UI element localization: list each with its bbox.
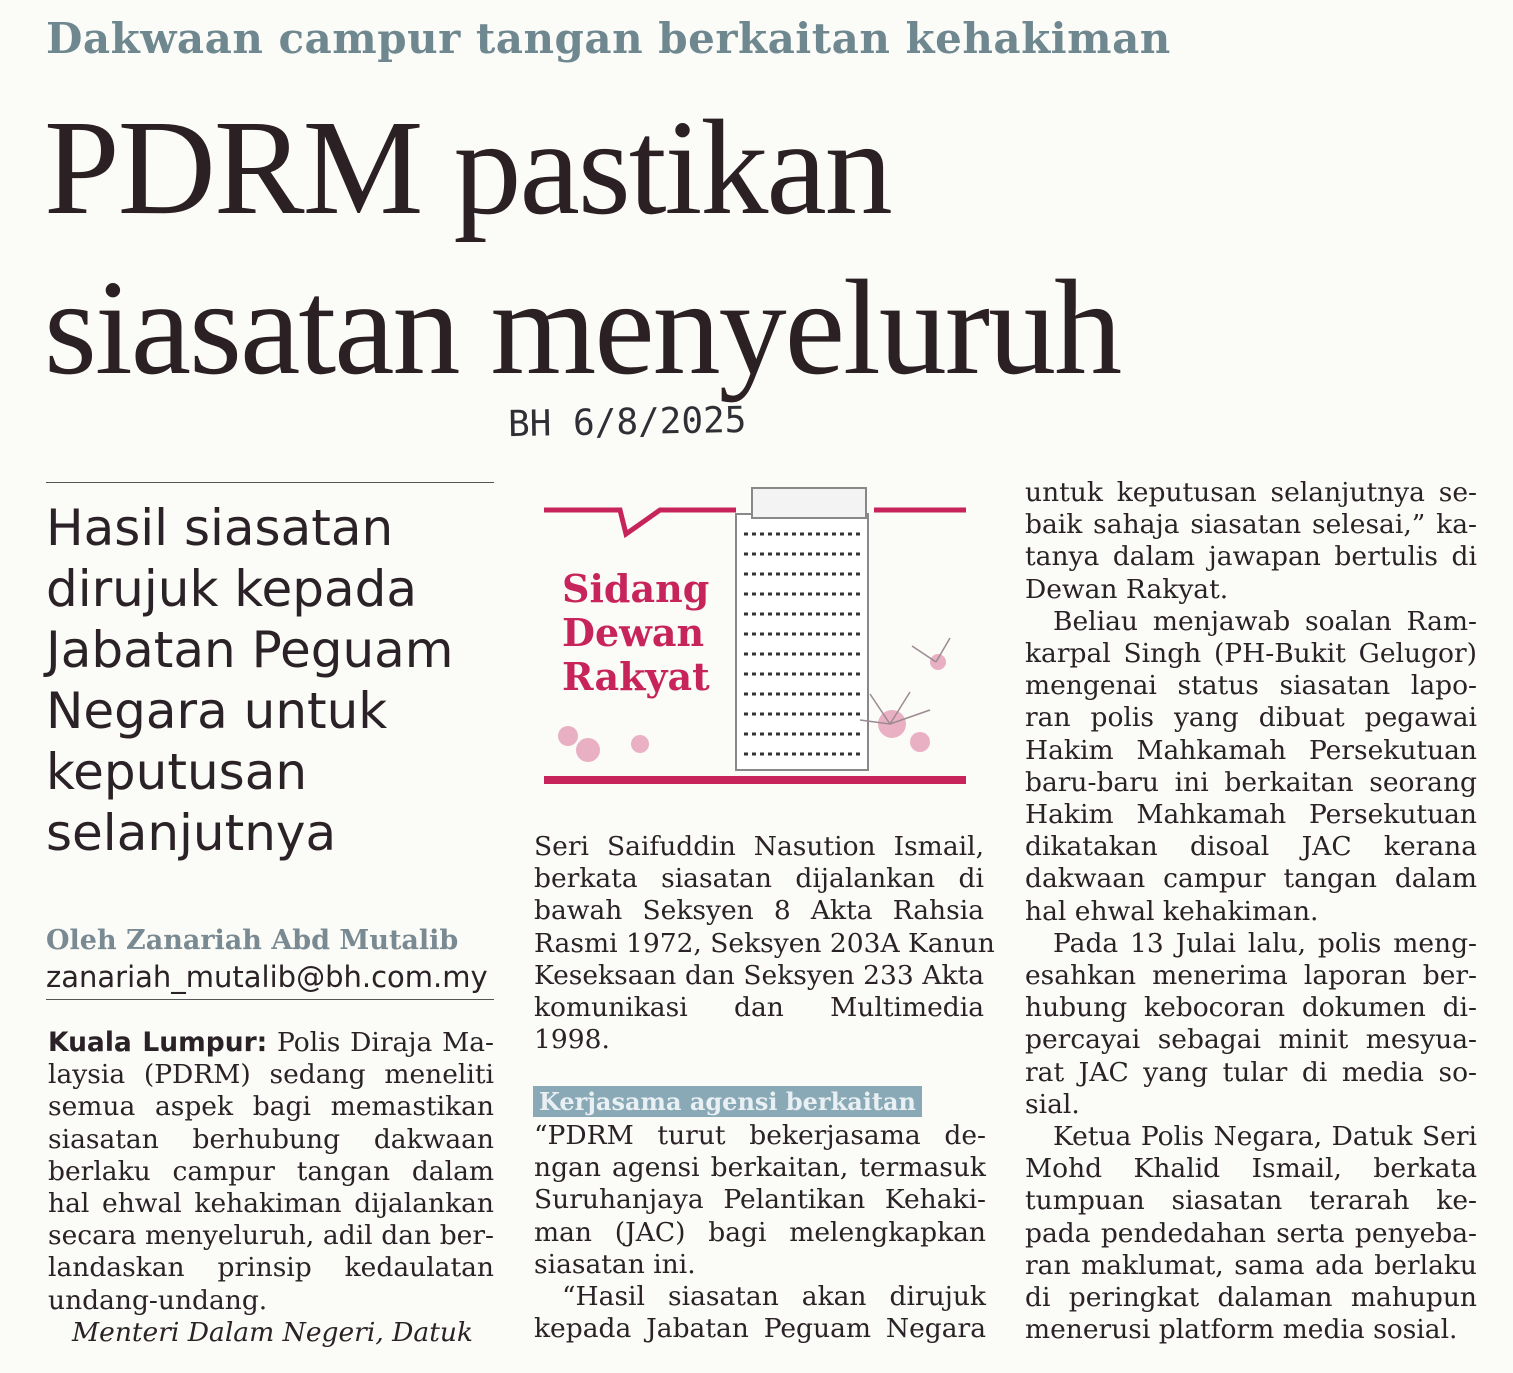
body-line: bawah Seksyen 8 Akta Rahsia [534, 895, 984, 927]
body-line [48, 1027, 494, 1059]
subhead-line: dirujuk kepada [46, 560, 417, 618]
body-line: kepada Jabatan Peguam Negara [534, 1313, 986, 1345]
body-line: landaskan prinsip kedaulatan [48, 1252, 494, 1284]
body-line: “Hasil siasatan akan dirujuk [562, 1281, 986, 1313]
body-line: karpal Singh (PH-Bukit Gelugor) [1025, 638, 1477, 670]
kicker: Dakwaan campur tangan berkaitan kehakiman [46, 14, 1171, 63]
body-line: Beliau menjawab soalan Ram- [1053, 605, 1477, 637]
body-line: Ketua Polis Negara, Datuk Seri [1053, 1121, 1477, 1153]
body-line: berkata siasatan dijalankan di [534, 863, 984, 895]
body-line: percayai sebagai minit mesyua- [1025, 1024, 1477, 1056]
crosshead: Kerjasama agensi berkaitan [533, 1086, 922, 1117]
body-line: Keseksaan dan Seksyen 233 Akta [534, 959, 984, 991]
body-column-2-top [534, 831, 995, 1056]
dateline: Kuala Lumpur: [48, 1027, 268, 1058]
headline-line: PDRM pastikan [44, 93, 891, 243]
body-line: Pada 13 Julai lalu, polis meng- [1053, 927, 1477, 959]
subheadline [46, 498, 466, 864]
body-line: esahkan menerima laporan ber- [1025, 960, 1477, 992]
body-column-1 [48, 1027, 494, 1349]
subhead-line: Negara untuk [46, 682, 388, 740]
body-line: hal ehwal kehakiman dijalankan [48, 1188, 494, 1220]
body-line: Hakim Mahkamah Persekutuan [1025, 734, 1477, 766]
handwritten-date-note: BH 6/8/2025 [507, 399, 747, 446]
sidang-dewan-rakyat-logo [540, 474, 972, 794]
body-line: menerusi platform media sosial. [1025, 1314, 1458, 1346]
body-line: dakwaan campur tangan dalam [1025, 863, 1477, 895]
divider [46, 482, 494, 483]
body-column-2-bottom [534, 1120, 986, 1345]
subhead-line: Jabatan Peguam [46, 621, 454, 679]
body-line: man (JAC) bagi melengkapkan [534, 1216, 986, 1248]
body-line: 1998. [534, 1024, 610, 1056]
logo-line: Rakyat [562, 654, 710, 699]
body-line: secara menyeluruh, adil dan ber- [48, 1220, 494, 1252]
headline-line: siasatan menyeluruh [44, 253, 1121, 403]
body-line: komunikasi dan Multimedia [534, 992, 984, 1024]
body-line: ngan agensi berkaitan, termasuk [534, 1152, 986, 1184]
body-line: pada pendedahan serta penyeba- [1025, 1217, 1477, 1249]
body-line: hubung kebocoran dokumen di- [1025, 992, 1477, 1024]
body-line: Rasmi 1972, Seksyen 203A Kanun [534, 927, 995, 959]
body-line: Suruhanjaya Pelantikan Kehaki- [534, 1184, 986, 1216]
body-line: baru-baru ini berkaitan seorang [1025, 766, 1477, 798]
subhead-line: keputusan [46, 743, 308, 801]
body-line: mengenai status siasatan lapo- [1025, 670, 1477, 702]
body-line: undang-undang. [48, 1284, 268, 1316]
body-line: berlaku campur tangan dalam [48, 1155, 494, 1187]
body-line: ran maklumat, sama ada berlaku [1025, 1249, 1477, 1281]
headline [44, 88, 1484, 408]
logo-line: Dewan [562, 610, 705, 655]
body-line: laysia (PDRM) sedang meneliti [48, 1059, 494, 1091]
byline-email: zanariah_mutalib@bh.com.my [46, 960, 488, 994]
body-line: Menteri Dalam Negeri, Datuk [72, 1316, 473, 1348]
byline: Oleh Zanariah Abd Mutalib [46, 925, 459, 956]
body-line: Dewan Rakyat. [1025, 573, 1229, 605]
body-line: sial. [1025, 1088, 1080, 1120]
body-line: “PDRM turut bekerjasama de- [534, 1120, 986, 1151]
subhead-line: selanjutnya [46, 804, 337, 862]
body-line: siasatan ini. [534, 1248, 696, 1280]
body-line: semua aspek bagi memastikan [48, 1091, 494, 1123]
subhead-line: Hasil siasatan [46, 499, 394, 557]
body-text: Polis Diraja Ma- [267, 1027, 494, 1058]
body-line: ran polis yang dibuat pegawai [1025, 702, 1477, 734]
body-line: di peringkat dalaman mahupun [1025, 1282, 1477, 1314]
logo-line: Sidang [562, 566, 710, 611]
body-column-3 [1025, 477, 1477, 1346]
divider [46, 999, 494, 1000]
body-line: Mohd Khalid Ismail, berkata [1025, 1153, 1477, 1185]
body-line: rat JAC yang tular di media so- [1025, 1056, 1477, 1088]
body-line: untuk keputusan selanjutnya se- [1025, 477, 1477, 508]
body-line: hal ehwal kehakiman. [1025, 895, 1319, 927]
body-line: Hakim Mahkamah Persekutuan [1025, 799, 1477, 831]
body-line: tanya dalam jawapan bertulis di [1025, 541, 1477, 573]
body-line: tumpuan siasatan terarah ke- [1025, 1185, 1477, 1217]
body-line: baik sahaja siasatan selesai,” ka- [1025, 509, 1477, 541]
body-line: dikatakan disoal JAC kerana [1025, 831, 1477, 863]
body-line: Seri Saifuddin Nasution Ismail, [534, 831, 984, 862]
body-line: siasatan berhubung dakwaan [48, 1123, 494, 1155]
